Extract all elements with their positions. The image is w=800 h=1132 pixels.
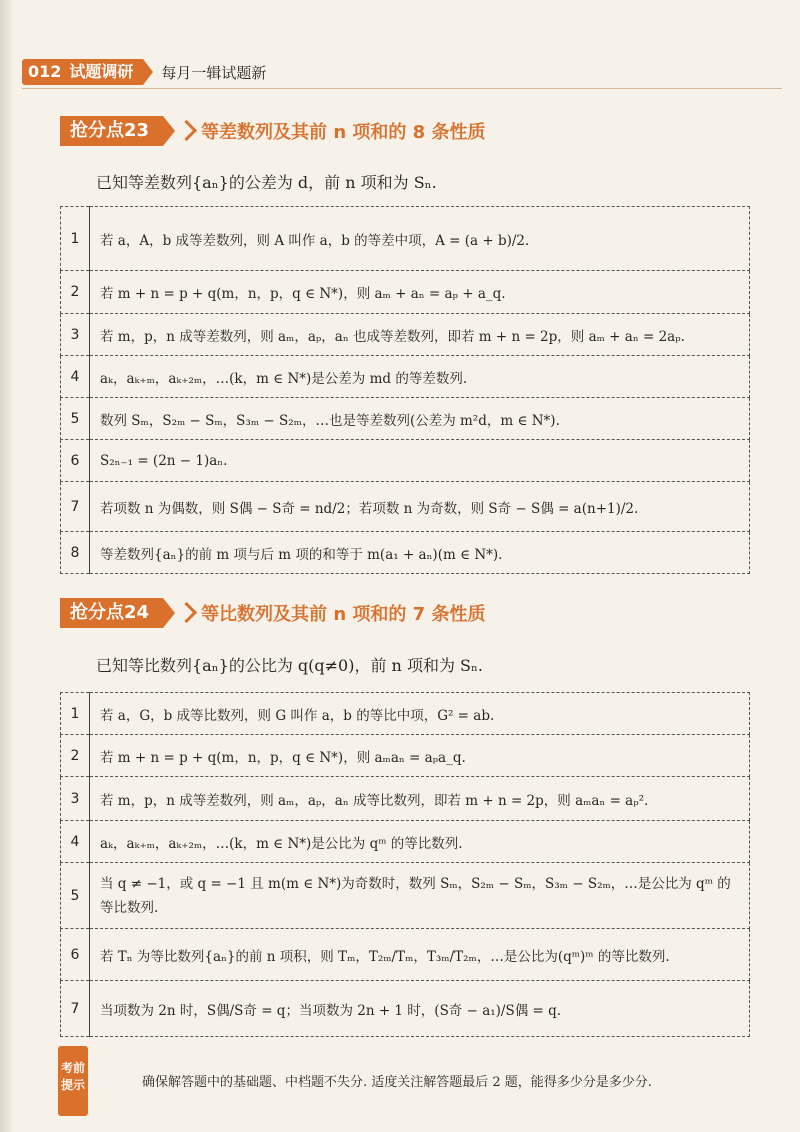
row-number: 7 — [61, 482, 90, 532]
row-number: 1 — [61, 693, 90, 735]
row-number: 6 — [61, 440, 90, 482]
row-text: 数列 Sₘ，S₂ₘ − Sₘ，S₃ₘ − S₂ₘ，…也是等差数列(公差为 m²d，m ∈ N*). — [90, 398, 750, 440]
row-number: 4 — [61, 356, 90, 398]
row-number: 4 — [61, 821, 90, 863]
page-number: 012 — [22, 59, 67, 85]
section-24-intro: 已知等比数列{aₙ}的公比为 q(q≠0)，前 n 项和为 Sₙ. — [96, 656, 483, 675]
table-row — [61, 271, 750, 314]
tip-tag — [58, 1046, 88, 1116]
table-row — [61, 532, 750, 574]
table-row — [61, 440, 750, 482]
section-23-table — [60, 206, 750, 574]
row-text: 若 m，p，n 成等差数列，则 aₘ，aₚ，aₙ 也成等差数列，即若 m + n = 2p，则 aₘ + aₙ = 2aₚ. — [90, 314, 750, 356]
row-text: 若 Tₙ 为等比数列{aₙ}的前 n 项积，则 Tₘ，T₂ₘ/Tₘ，T₃ₘ/T₂ₘ，…是公比为(qᵐ)ᵐ 的等比数列. — [90, 929, 750, 981]
book-title: 试题调研 — [67, 59, 143, 85]
row-number: 3 — [61, 314, 90, 356]
row-text: 若 a，G，b 成等比数列，则 G 叫作 a，b 的等比中项，G² = ab. — [90, 693, 750, 735]
section-badge: 抢分点23 — [60, 116, 163, 146]
footer-tip: 确保解答题中的基础题、中档题不失分. 适度关注解答题最后 2 题，能得多少分是多少分. — [142, 1075, 652, 1090]
table-row — [61, 929, 750, 981]
table-row — [61, 207, 750, 271]
section-24-table — [60, 692, 750, 1037]
book-subtitle: 每月一辑试题新 — [161, 63, 267, 82]
row-text: 当 q ≠ −1，或 q = −1 且 m(m ∈ N*)为奇数时，数列 Sₘ，S₂ₘ − Sₘ，S₃ₘ − S₂ₘ，…是公比为 qᵐ 的等比数列. — [90, 863, 750, 929]
row-text: aₖ，aₖ₊ₘ，aₖ₊₂ₘ，…(k，m ∈ N*)是公比为 qᵐ 的等比数列. — [90, 821, 750, 863]
chevron-right-icon — [179, 598, 189, 628]
row-text: S₂ₙ₋₁ = (2n − 1)aₙ. — [90, 440, 750, 482]
row-text: 当项数为 2n 时，S偶/S奇 = q；当项数为 2n + 1 时，(S奇 − a₁)/S偶 = q. — [90, 981, 750, 1037]
table-row — [61, 735, 750, 777]
row-number: 7 — [61, 981, 90, 1037]
row-text: 若项数 n 为偶数，则 S偶 − S奇 = nd/2；若项数 n 为奇数，则 S奇 − S偶 = a(n+1)/2. — [90, 482, 750, 532]
row-number: 5 — [61, 863, 90, 929]
row-number: 2 — [61, 735, 90, 777]
row-number: 2 — [61, 271, 90, 314]
table-row — [61, 482, 750, 532]
chevron-right-icon — [179, 116, 189, 146]
row-text: aₖ，aₖ₊ₘ，aₖ₊₂ₘ，…(k，m ∈ N*)是公差为 md 的等差数列. — [90, 356, 750, 398]
row-number: 3 — [61, 777, 90, 821]
section-title: 等比数列及其前 n 项和的 7 条性质 — [201, 604, 486, 625]
row-text: 若 m + n = p + q(m，n，p，q ∈ N*)，则 aₘaₙ = aₚa_q. — [90, 735, 750, 777]
row-text: 若 a，A，b 成等差数列，则 A 叫作 a，b 的等差中项，A = (a + b)/2. — [90, 207, 750, 271]
section-23-intro: 已知等差数列{aₙ}的公差为 d，前 n 项和为 Sₙ. — [96, 173, 437, 192]
row-text: 若 m + n = p + q(m，n，p，q ∈ N*)，则 aₘ + aₙ = aₚ + a_q. — [90, 271, 750, 314]
row-text: 等差数列{aₙ}的前 m 项与后 m 项的和等于 m(a₁ + aₙ)(m ∈ N*). — [90, 532, 750, 574]
row-number: 6 — [61, 929, 90, 981]
section-badge: 抢分点24 — [60, 598, 163, 628]
section-23-heading — [60, 116, 485, 146]
table-row — [61, 863, 750, 929]
table-row — [61, 981, 750, 1037]
table-row — [61, 356, 750, 398]
row-text: 若 m，p，n 成等差数列，则 aₘ，aₚ，aₙ 成等比数列，即若 m + n = 2p，则 aₘaₙ = aₚ². — [90, 777, 750, 821]
row-number: 5 — [61, 398, 90, 440]
row-number: 1 — [61, 207, 90, 271]
section-title: 等差数列及其前 n 项和的 8 条性质 — [201, 122, 486, 143]
table-row — [61, 777, 750, 821]
table-row — [61, 398, 750, 440]
table-row — [61, 693, 750, 735]
binding-shadow — [0, 0, 14, 1132]
header-rule — [22, 88, 782, 89]
running-header — [22, 58, 266, 86]
table-row — [61, 314, 750, 356]
tip-tag-line: 考前 — [60, 1061, 85, 1075]
table-row — [61, 821, 750, 863]
row-number: 8 — [61, 532, 90, 574]
tip-tag-line: 提示 — [60, 1078, 85, 1092]
section-24-heading — [60, 598, 485, 628]
